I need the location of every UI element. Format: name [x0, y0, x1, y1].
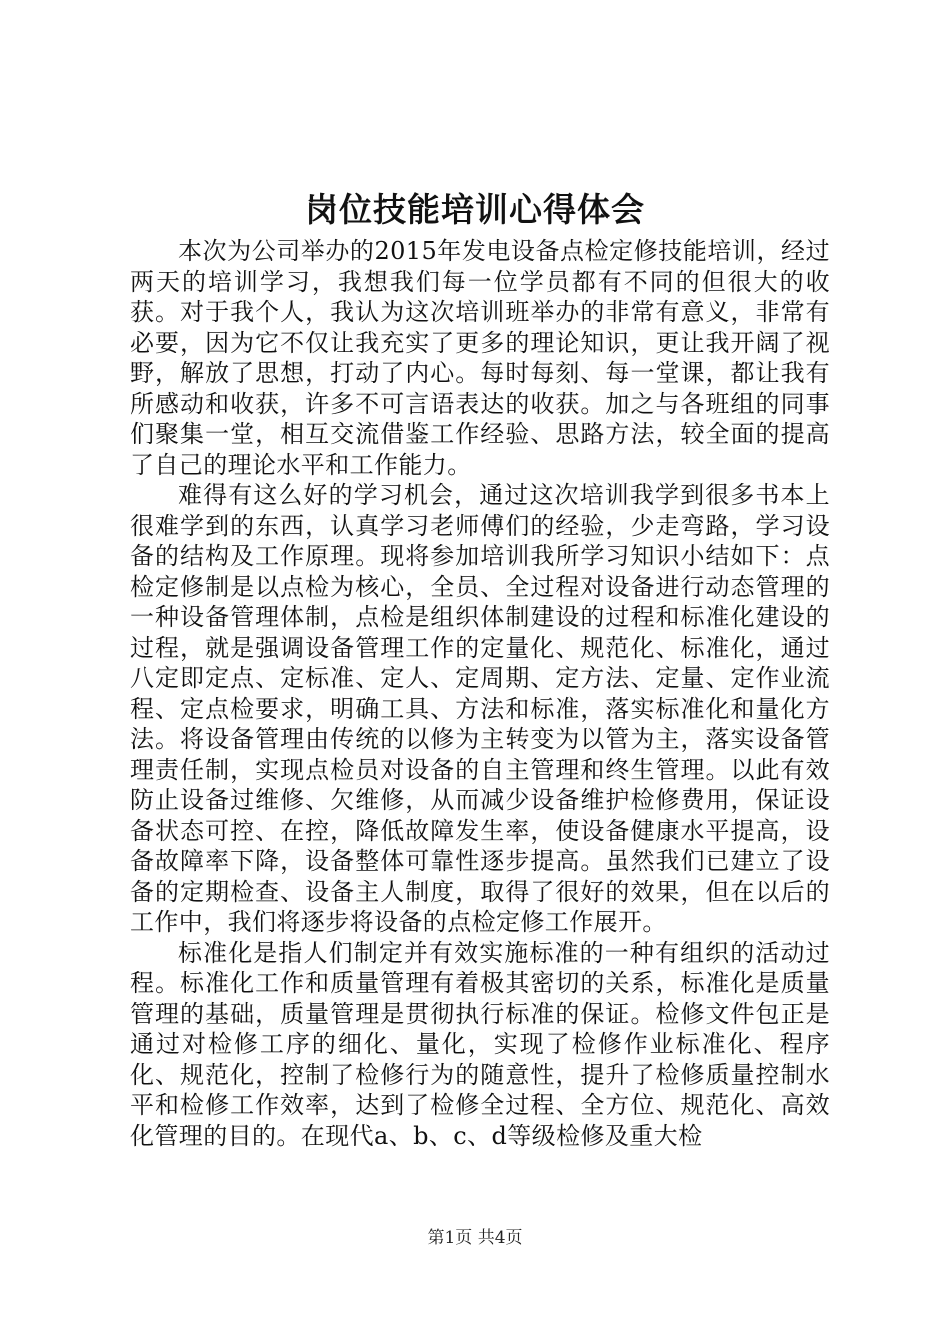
- paragraph-3: 标准化是指人们制定并有效实施标准的一种有组织的活动过程。标准化工作和质量管理有着极其密切的关系，标准化是质量管理的基础，质量管理是贯彻执行标准的保证。检修文件包正是通过对检修工序的细化、量化，实现了检修作业标准化、程序化、规范化，控制了检修行为的随意性，提升了检修质量控制水平和检修工作效率，达到了检修全过程、全方位、规范化、高效化管理的目的。在现代a、b、c、d等级检修及重大检: [130, 938, 830, 1150]
- paragraph-1: 本次为公司举办的2015年发电设备点检定修技能培训，经过两天的培训学习，我想我们每一位学员都有不同的但很大的收获。对于我个人，我认为这次培训班举办的非常有意义，非常有必要，因为它不仅让我充实了更多的理论知识，更让我开阔了视野，解放了思想，打动了内心。每时每刻、每一堂课，都让我有所感动和收获，许多不可言语表达的收获。加之与各班组的同事们聚集一堂，相互交流借鉴工作经验、思路方法，较全面的提高了自己的理论水平和工作能力。: [130, 237, 830, 479]
- document-title: 岗位技能培训心得体会: [305, 190, 645, 229]
- page-number-footer: 第1页 共4页: [427, 1228, 523, 1248]
- paragraph-2: 难得有这么好的学习机会，通过这次培训我学到很多书本上很难学到的东西，认真学习老师傅们的经验，少走弯路，学习设备的结构及工作原理。现将参加培训我所学习知识小结如下：点检定修制是以点检为核心，全员、全过程对设备进行动态管理的一种设备管理体制，点检是组织体制建设的过程和标准化建设的过程，就是强调设备管理工作的定量化、规范化、标准化，通过八定即定点、定标准、定人、定周期、定方法、定量、定作业流程、定点检要求，明确工具、方法和标准，落实标准化和量化方法。将设备管理由传统的以修为主转变为以管为主，落实设备管理责任制，实现点检员对设备的自主管理和终生管理。以此有效防止设备过维修、欠维修，从而减少设备维护检修费用，保证设备状态可控、在控，降低故障发生率，使设备健康水平提高，设备故障率下降，设备整体可靠性逐步提高。虽然我们已建立了设备的定期检查、设备主人制度，取得了很好的效果，但在以后的工作中，我们将逐步将设备的点检定修工作展开。: [130, 481, 830, 936]
- document-body: [130, 236, 830, 1151]
